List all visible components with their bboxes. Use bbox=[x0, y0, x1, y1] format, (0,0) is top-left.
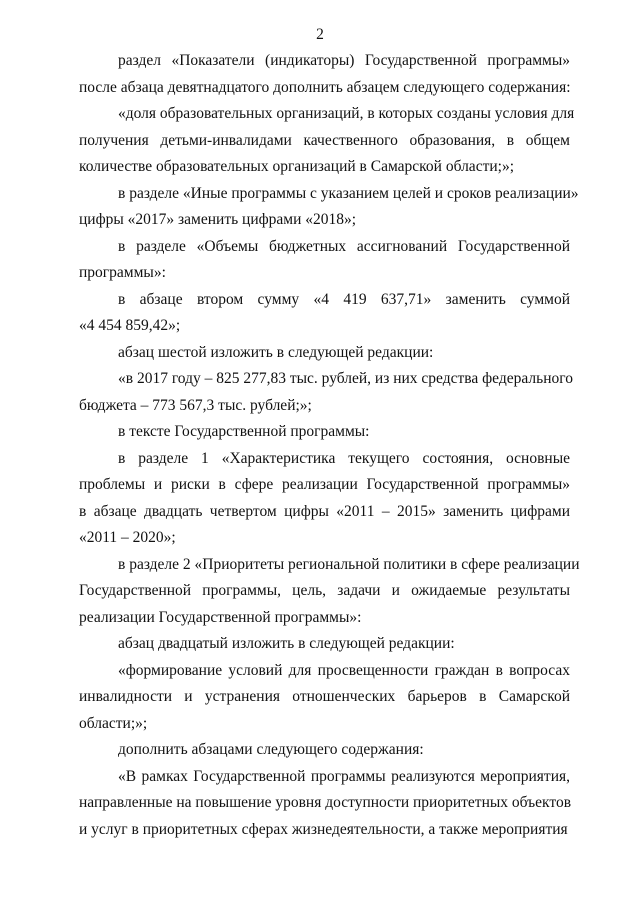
text-line: в абзаце двадцать четвертом цифры «2011 – 2015» заменить цифрами bbox=[79, 502, 570, 520]
text-line: в тексте Государственной программы: bbox=[118, 423, 370, 440]
text-line: в разделе «Объемы бюджетных ассигнований Государственной bbox=[118, 237, 570, 255]
text-line: «2011 – 2020»; bbox=[79, 529, 176, 546]
paragraph bbox=[79, 287, 570, 340]
text-line: в разделе 2 «Приоритеты региональной политики в сфере реализации bbox=[118, 555, 580, 573]
text-line: «в 2017 году – 825 277,83 тыс. рублей, из них средства федерального bbox=[118, 370, 573, 387]
paragraph bbox=[79, 48, 570, 101]
text-line: направленные на повышение уровня доступности приоритетных объектов bbox=[79, 794, 572, 811]
text-line: «В рамках Государственной программы реализуются мероприятия, bbox=[118, 767, 570, 785]
text-line: в абзаце втором сумму «4 419 637,71» заменить суммой bbox=[118, 290, 570, 308]
text-line: дополнить абзацами следующего содержания: bbox=[118, 741, 424, 758]
text-line: «4 454 859,42»; bbox=[79, 317, 181, 334]
paragraph bbox=[79, 552, 580, 632]
text-line: абзац шестой изложить в следующей редакции: bbox=[118, 343, 434, 361]
text-line: «доля образовательных организаций, в которых созданы условия для bbox=[118, 105, 575, 122]
text-line: после абзаца девятнадцатого дополнить абзацем следующего содержания: bbox=[79, 78, 571, 96]
document-body bbox=[79, 48, 580, 843]
paragraph bbox=[79, 658, 570, 738]
page-number: 2 bbox=[316, 26, 324, 43]
text-line: бюджета – 773 567,3 тыс. рублей;»; bbox=[79, 396, 312, 414]
paragraph bbox=[79, 737, 570, 764]
text-line: абзац двадцатый изложить в следующей редакции: bbox=[118, 635, 455, 652]
text-line: в разделе «Иные программы с указанием целей и сроков реализации» bbox=[118, 184, 579, 202]
paragraph bbox=[79, 340, 570, 367]
text-line: Государственной программы, цель, задачи и ожидаемые результаты bbox=[79, 582, 570, 599]
text-line: области;»; bbox=[79, 714, 148, 732]
paragraph bbox=[79, 101, 575, 181]
paragraph bbox=[79, 446, 570, 552]
paragraph bbox=[79, 631, 570, 658]
paragraph bbox=[79, 764, 570, 844]
text-line: в разделе 1 «Характеристика текущего состояния, основные bbox=[118, 449, 570, 467]
paragraph bbox=[79, 234, 570, 287]
text-line: инвалидности и устранения отношенческих барьеров в Самарской bbox=[79, 688, 570, 705]
text-line: программы»: bbox=[79, 264, 166, 281]
paragraph bbox=[79, 366, 573, 419]
text-line: и услуг в приоритетных сферах жизнедеятельности, а также мероприятия bbox=[79, 820, 568, 838]
text-line: количестве образовательных организаций в Самарской области;»; bbox=[79, 158, 514, 175]
text-line: реализации Государственной программы»: bbox=[79, 608, 362, 626]
paragraph bbox=[79, 419, 570, 446]
paragraph bbox=[79, 181, 579, 234]
text-line: получения детьми-инвалидами качественного образования, в общем bbox=[79, 131, 570, 149]
text-line: цифры «2017» заменить цифрами «2018»; bbox=[79, 211, 357, 228]
text-line: раздел «Показатели (индикаторы) Государственной программы» bbox=[118, 52, 570, 69]
text-line: «формирование условий для просвещенности граждан в вопросах bbox=[118, 661, 570, 679]
text-line: проблемы и риски в сфере реализации Государственной программы» bbox=[79, 476, 570, 493]
